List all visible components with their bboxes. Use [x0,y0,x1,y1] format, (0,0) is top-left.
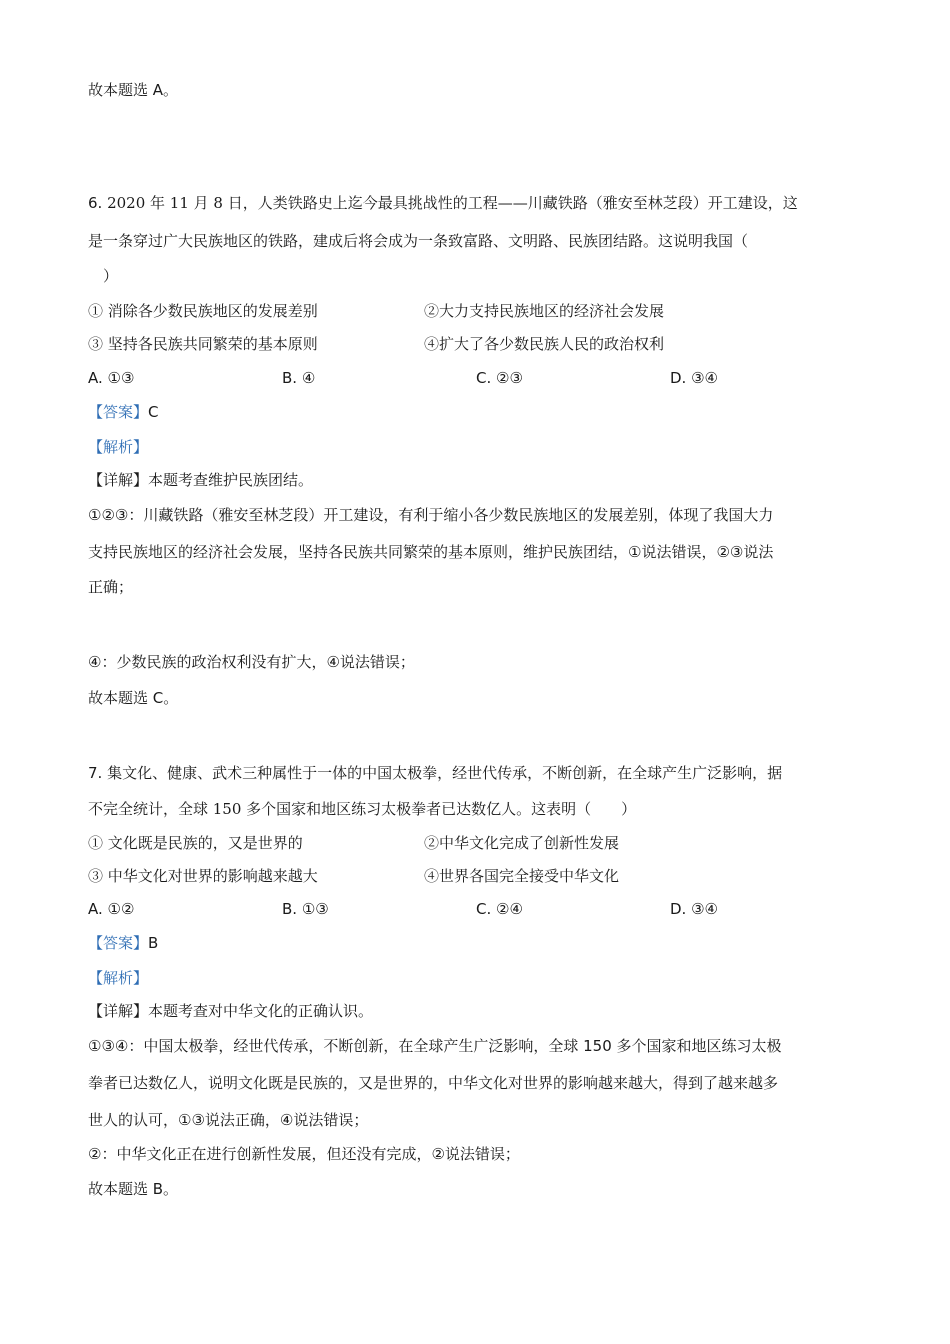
statement-1: ① 文化既是民族的，又是世界的 [88,834,303,852]
analysis-label: 【解析】 [88,438,149,456]
choice-c: C. ②④ [476,900,523,918]
statement-3: ③ 中华文化对世界的影响越来越大 [88,867,318,885]
statement-1: ① 消除各少数民族地区的发展差别 [88,302,318,320]
explanation-line: 拳者已达数亿人，说明文化既是民族的，又是世界的，中华文化对世界的影响越来越大，得到了越来越多 [88,1074,779,1092]
choice-a: A. ①③ [88,369,135,387]
statement-4: ④扩大了各少数民族人民的政治权利 [424,335,665,353]
answer-value: C [148,403,159,421]
detail-text: 本题考查维护民族团结。 [148,471,314,489]
question-stem-line: 7. 集文化、健康、武术三种属性于一体的中国太极拳，经世代传承，不断创新，在全球产生广泛影响，据 [88,764,783,782]
answer-value: B [148,934,159,952]
choice-b: B. ①③ [282,900,329,918]
statement-2: ②中华文化完成了创新性发展 [424,834,620,852]
question-number: 6. [88,194,103,212]
explanation-line: 世人的认可，①③说法正确，④说法错误； [88,1111,369,1129]
detail-text: 本题考查对中华文化的正确认识。 [148,1002,374,1020]
answer-line [88,402,159,422]
explanation-line: ①③④：中国太极拳，经世代传承，不断创新，在全球产生广泛影响，全球 150 多个国家和地区练习太极 [88,1037,782,1055]
conclusion-line: 故本题选 C。 [88,689,179,707]
analysis-label: 【解析】 [88,969,149,987]
question-number: 7. [88,764,103,782]
detail-label: 【详解】 [88,1002,149,1020]
choice-b: B. ④ [282,369,316,387]
question-stem-line: 不完全统计，全球 150 多个国家和地区练习太极拳者已达数亿人。这表明（ ） [88,800,637,818]
answer-label: 【答案】 [88,403,149,421]
choice-c: C. ②③ [476,369,523,387]
explanation-line: 支持民族地区的经济社会发展，坚持各民族共同繁荣的基本原则，维护民族团结，①说法错误，②③说法 [88,543,774,561]
answer-label: 【答案】 [88,934,149,952]
prev-conclusion: 故本题选 A。 [88,81,179,99]
choice-d: D. ③④ [670,369,718,387]
statement-3: ③ 坚持各民族共同繁荣的基本原则 [88,335,318,353]
statement-2: ②大力支持民族地区的经济社会发展 [424,302,665,320]
explanation-line: ④：少数民族的政治权利没有扩大，④说法错误； [88,653,415,671]
explanation-line: 正确； [88,578,134,596]
answer-line [88,933,158,953]
statement-4: ④世界各国完全接受中华文化 [424,867,620,885]
question-stem-line: 6. 2020 年 11 月 8 日，人类铁路史上迄今最具挑战性的工程——川藏铁路（雅安至林芝段）开工建设，这 [88,194,798,212]
detail-line [88,470,313,490]
detail-line [88,1001,373,1021]
explanation-line: ②：中华文化正在进行创新性发展，但还没有完成，②说法错误； [88,1145,520,1163]
detail-label: 【详解】 [88,471,149,489]
question-stem-line: 是一条穿过广大民族地区的铁路，建成后将会成为一条致富路、文明路、民族团结路。这说明我国（ [88,232,749,250]
explanation-line: ①②③：川藏铁路（雅安至林芝段）开工建设，有利于缩小各少数民族地区的发展差别，体现了我国大力 [88,506,774,524]
question-stem-line: ） [88,267,119,285]
choice-d: D. ③④ [670,900,718,918]
choice-a: A. ①② [88,900,135,918]
conclusion-line: 故本题选 B。 [88,1180,179,1198]
